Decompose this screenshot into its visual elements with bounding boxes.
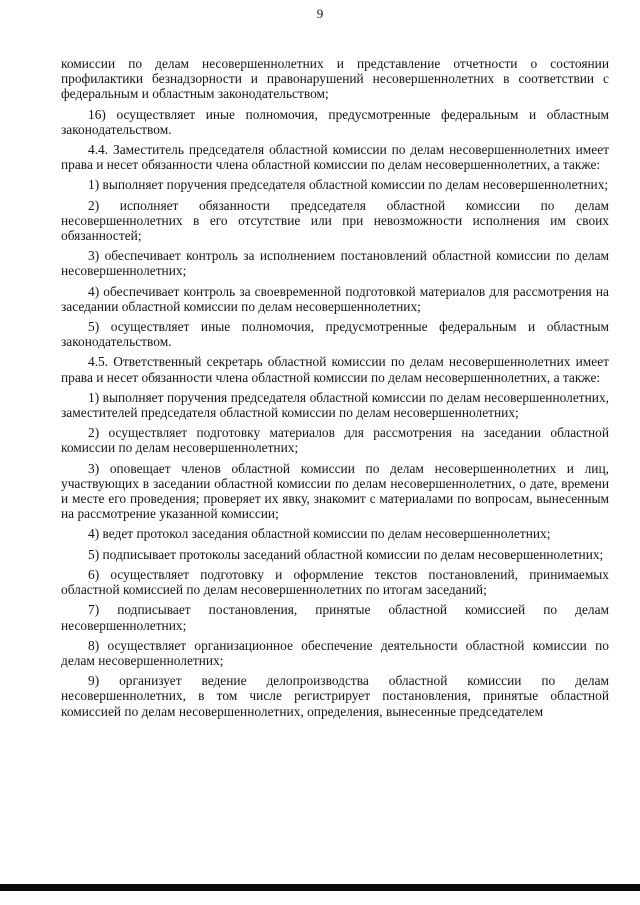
paragraph: 1) выполняет поручения председателя областной комиссии по делам несовершеннолетних, заместителей председателя областной комиссии по делам несовершеннолетних; [61, 389, 609, 421]
paragraph: 2) исполняет обязанности председателя областной комиссии по делам несовершеннолетних в его отсутствие или при невозможности исполнения им своих обязанностей; [61, 197, 609, 244]
paragraph: комиссии по делам несовершеннолетних и представление отчетности о состоянии профилактики безнадзорности и правонарушений несовершеннолетних в соответствии с федеральным и областным законодательством; [61, 56, 609, 102]
page-number: 9 [316, 6, 324, 21]
paragraph: 16) осуществляет иные полномочия, предусмотренные федеральным и областным законодательством. [61, 106, 609, 137]
paragraph: 5) подписывает протоколы заседаний областной комиссии по делам несовершеннолетних; [88, 546, 604, 562]
paragraph: 8) осуществляет организационное обеспечение деятельности областной комиссии по делам несовершеннолетних; [61, 637, 609, 668]
bottom-border [0, 884, 640, 891]
paragraph: 4) ведет протокол заседания областной комиссии по делам несовершеннолетних; [88, 526, 551, 542]
paragraph: 1) выполняет поручения председателя областной комиссии по делам несовершеннолетних; [88, 177, 609, 193]
document-body [61, 56, 609, 724]
paragraph: 3) оповещает членов областной комиссии по делам несовершеннолетних и лиц, участвующих в заседании областной комиссии по делам несовершеннолетних, о дате, времени и месте его проведения; проверяет их явку, знакомит с материалами по вопросам, вынесенным на рассмотрение указанной комиссии; [61, 460, 609, 522]
paragraph: 3) обеспечивает контроль за исполнением постановлений областной комиссии по делам несовершеннолетних; [61, 248, 609, 279]
paragraph: 6) осуществляет подготовку и оформление текстов постановлений, принимаемых областной комиссией по делам несовершеннолетних по итогам заседаний; [61, 566, 609, 598]
paragraph: 4.5. Ответственный секретарь областной комиссии по делам несовершеннолетних имеет права и несет обязанности члена областной комиссии по делам несовершеннолетних, а также: [61, 354, 609, 385]
paragraph: 4.4. Заместитель председателя областной комиссии по делам несовершеннолетних имеет права и несет обязанности члена областной комиссии по делам несовершеннолетних, а также: [61, 142, 609, 173]
paragraph: 2) осуществляет подготовку материалов для рассмотрения на заседании областной комиссии по делам несовершеннолетних; [61, 425, 609, 456]
paragraph: 7) подписывает постановления, принятые областной комиссией по делам несовершеннолетних; [61, 602, 609, 633]
paragraph: 5) осуществляет иные полномочия, предусмотренные федеральным и областным законодательством. [61, 319, 609, 350]
paragraph: 4) обеспечивает контроль за своевременной подготовкой материалов для рассмотрения на заседании областной комиссии по делам несовершеннолетних; [61, 283, 609, 314]
paragraph: 9) организует ведение делопроизводства областной комиссии по делам несовершеннолетних, в том числе регистрирует постановления, принятые областной комиссией по делам несовершеннолетних, определения, вынесенные председателем [61, 673, 609, 719]
